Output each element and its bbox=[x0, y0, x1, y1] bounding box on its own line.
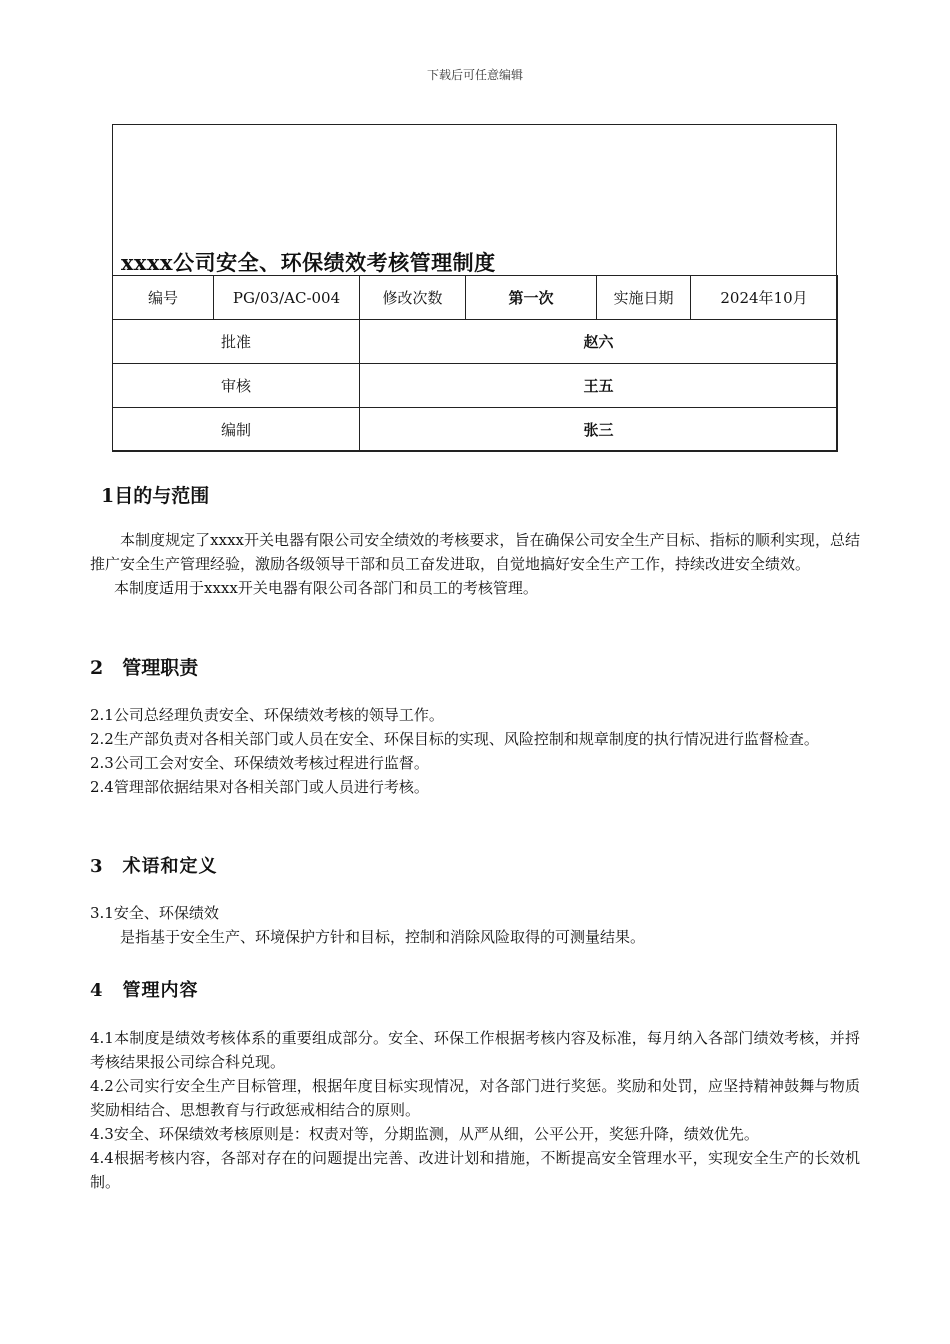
section-2-item: 2.3公司工会对安全、环保绩效考核过程进行监督。 bbox=[90, 754, 429, 772]
section-4-item: 4.2公司实行安全生产目标管理，根据年度目标实现情况，对各部门进行奖惩。奖励和处罚，应坚持精神鼓舞与物质奖励相结合、思想教育与行政惩戒相结合的原则。 bbox=[90, 1077, 860, 1119]
approval-label: 编制 bbox=[113, 408, 360, 452]
section-2-body bbox=[90, 703, 860, 799]
header-note: 下载后可任意编辑 bbox=[426, 68, 523, 82]
section-3-body bbox=[90, 901, 860, 949]
approval-label: 批准 bbox=[113, 320, 360, 364]
section-1-body bbox=[90, 528, 860, 600]
approval-name: 赵六 bbox=[360, 320, 838, 364]
section-1-paragraph-1: 本制度规定了xxxx开关电器有限公司安全绩效的考核要求，旨在确保公司安全生产目标、指标的顺利实现，总结推广安全生产管理经验，激励各级领导干部和员工奋发进取，自觉地搞好安全生产工作，持续改进安全绩效。 bbox=[90, 531, 860, 573]
revision-label: 修改次数 bbox=[360, 276, 466, 320]
date-label: 实施日期 bbox=[597, 276, 691, 320]
section-4-item: 4.4根据考核内容，各部对存在的问题提出完善、改进计划和措施，不断提高安全管理水平，实现安全生产的长效机制。 bbox=[90, 1149, 860, 1191]
approval-name: 王五 bbox=[360, 364, 838, 408]
section-4-body bbox=[90, 1026, 860, 1194]
section-1-title: 1目的与范围 bbox=[101, 485, 210, 507]
section-3-definition: 是指基于安全生产、环境保护方针和目标，控制和消除风险取得的可测量结果。 bbox=[120, 928, 646, 946]
meta-row bbox=[113, 276, 838, 320]
approval-name: 张三 bbox=[360, 408, 838, 452]
document-meta-table bbox=[112, 275, 838, 452]
revision-value: 第一次 bbox=[466, 276, 597, 320]
section-4-item: 4.1本制度是绩效考核体系的重要组成部分。安全、环保工作根据考核内容及标准，每月纳入各部门绩效考核，并捋考核结果报公司综合科兑现。 bbox=[90, 1029, 860, 1071]
document-title: xxxx公司安全、环保绩效考核管理制度 bbox=[121, 250, 496, 275]
code-label: 编号 bbox=[113, 276, 214, 320]
section-2-item: 2.2生产部负责对各相关部门或人员在安全、环保目标的实现、风险控制和规章制度的执行情况进行监督检查。 bbox=[90, 730, 819, 748]
section-2-item: 2.4管理部依据结果对各相关部门或人员进行考核。 bbox=[90, 778, 429, 796]
code-value: PG/03/AC-004 bbox=[214, 276, 360, 320]
section-3-term: 3.1安全、环保绩效 bbox=[90, 904, 219, 922]
document-cover-box bbox=[112, 124, 837, 451]
approval-row bbox=[113, 320, 838, 364]
approval-row bbox=[113, 408, 838, 452]
section-4-item: 4.3安全、环保绩效考核原则是：权责对等，分期监测，从严从细，公平公开，奖惩升降，绩效优先。 bbox=[90, 1125, 759, 1143]
section-4-title: 4 管理内容 bbox=[90, 980, 199, 1001]
section-1-paragraph-2: 本制度适用于xxxx开关电器有限公司各部门和员工的考核管理。 bbox=[114, 579, 538, 597]
approval-label: 审核 bbox=[113, 364, 360, 408]
date-value: 2024年10月 bbox=[691, 276, 838, 320]
section-2-title: 2 管理职责 bbox=[90, 657, 199, 679]
section-3-title: 3 术语和定义 bbox=[90, 856, 218, 877]
section-2-item: 2.1公司总经理负责安全、环保绩效考核的领导工作。 bbox=[90, 706, 444, 724]
approval-row bbox=[113, 364, 838, 408]
